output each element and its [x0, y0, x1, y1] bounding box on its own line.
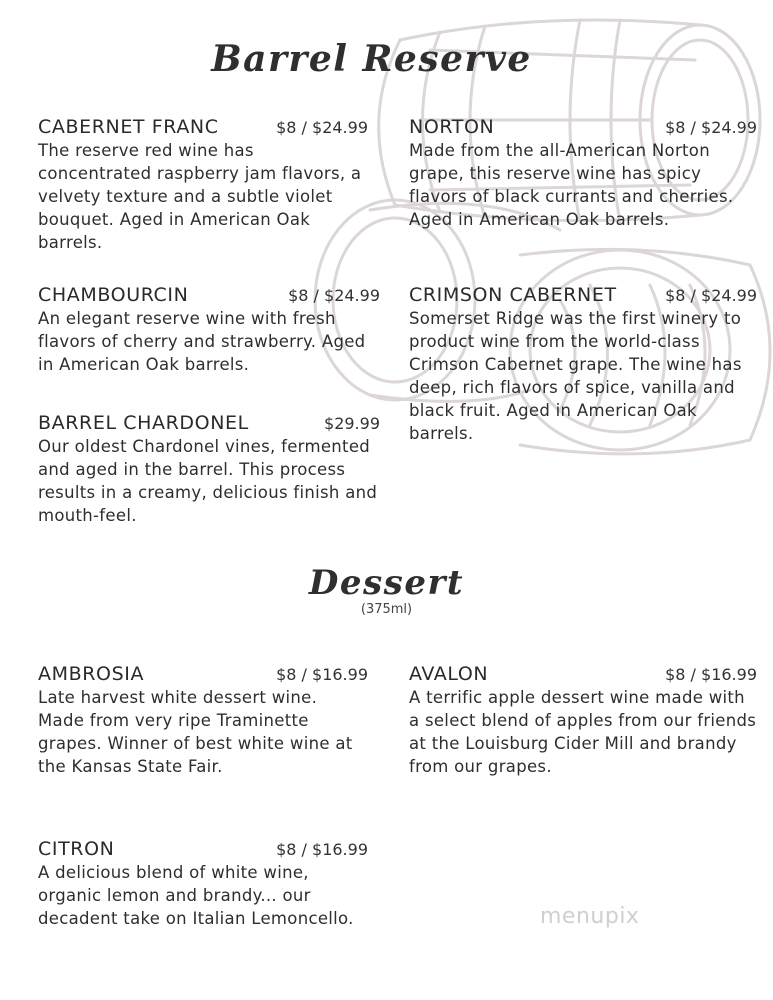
item-description: A delicious blend of white wine, organic lemon and brandy... our decadent take on Italian Lemoncello. [38, 863, 354, 928]
item-price: $8 / $24.99 [665, 286, 757, 305]
item-name: CRIMSON CABERNET [409, 284, 617, 306]
menu-item-cabernet-franc [38, 116, 368, 254]
item-description: The reserve red wine has concentrated raspberry jam flavors, a velvety texture and a subtle violet bouquet. Aged in American Oak barrels. [38, 141, 362, 252]
item-name: CITRON [38, 838, 115, 860]
menu-item-citron [38, 838, 368, 930]
item-description: An elegant reserve wine with fresh flavors of cherry and strawberry. Aged in American Oak barrels. [38, 309, 366, 374]
item-price: $8 / $16.99 [276, 840, 368, 859]
item-description: Somerset Ridge was the first winery to product wine from the world-class Crimson Cabernet grape. The wine has deep, rich flavors of spice, vanilla and black fruit. Aged in American Oak barrels. [409, 309, 742, 443]
section-title-dessert: Dessert [308, 563, 465, 603]
menu-item-chambourcin [38, 284, 380, 376]
item-name: NORTON [409, 116, 495, 138]
section-subtitle: (375ml) [360, 602, 413, 617]
item-description: Our oldest Chardonel vines, fermented and aged in the barrel. This process results in a creamy, delicious finish and mouth-feel. [38, 437, 378, 525]
menu-item-barrel-chardonel [38, 412, 380, 527]
item-description: Made from the all-American Norton grape, this reserve wine has spicy flavors of black currants and cherries. Aged in American Oak barrels. [409, 141, 734, 229]
menu-item-avalon [409, 663, 757, 778]
item-price: $8 / $24.99 [288, 286, 380, 305]
item-price: $8 / $16.99 [665, 665, 757, 684]
item-name: AVALON [409, 663, 489, 685]
menu-item-norton [409, 116, 757, 231]
item-price: $8 / $24.99 [276, 118, 368, 137]
menu-item-ambrosia [38, 663, 368, 778]
item-price: $8 / $24.99 [665, 118, 757, 137]
item-name: CABERNET FRANC [38, 116, 219, 138]
item-description: A terrific apple dessert wine made with a select blend of apples from our friends at the Louisburg Cider Mill and brandy from our grapes. [409, 688, 757, 776]
item-name: AMBROSIA [38, 663, 145, 685]
section-title-barrel-reserve: Barrel Reserve [211, 38, 532, 80]
item-name: CHAMBOURCIN [38, 284, 189, 306]
menu-item-crimson-cabernet [409, 284, 757, 445]
watermark: menupix [540, 904, 640, 929]
item-price: $29.99 [324, 414, 380, 433]
item-description: Late harvest white dessert wine. Made from very ripe Traminette grapes. Winner of best white wine at the Kansas State Fair. [38, 688, 353, 776]
item-name: BARREL CHARDONEL [38, 412, 249, 434]
item-price: $8 / $16.99 [276, 665, 368, 684]
